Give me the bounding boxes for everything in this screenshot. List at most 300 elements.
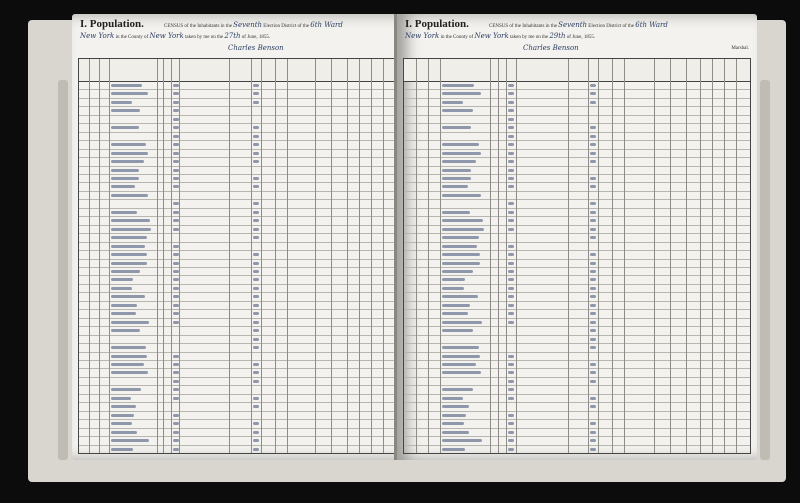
ledger-row-line — [404, 166, 750, 167]
handwritten-entry — [442, 152, 481, 155]
ledger-row-line — [79, 98, 417, 99]
handwritten-entry — [111, 211, 137, 214]
handwritten-entry — [442, 422, 464, 425]
handwritten-entry — [442, 245, 477, 248]
handwritten-entry — [442, 287, 464, 290]
handwritten-entry — [253, 202, 259, 205]
handwritten-entry — [111, 270, 140, 273]
handwritten-entry — [590, 448, 596, 451]
ledger-row-line — [79, 216, 417, 217]
handwritten-entry — [508, 126, 514, 129]
left-census-text: CENSUS of the Inhabitants in the Seventh Election District of the 6th Ward — [164, 21, 343, 29]
ledger-column-line — [624, 59, 625, 453]
handwritten-entry — [442, 278, 465, 281]
right-section-title: I. Population. — [405, 18, 469, 30]
ledger-row-line — [404, 149, 750, 150]
ledger-row-line — [79, 267, 417, 268]
handwritten-entry — [111, 236, 147, 239]
handwritten-entry — [508, 355, 514, 358]
handwritten-entry — [111, 304, 137, 307]
handwritten-entry — [442, 219, 483, 222]
handwritten-entry — [111, 329, 140, 332]
ledger-row-line — [79, 182, 417, 183]
handwritten-entry — [590, 278, 596, 281]
handwritten-entry — [590, 439, 596, 442]
ledger-row-line — [79, 402, 417, 403]
ledger-row-line — [79, 292, 417, 293]
handwritten-entry — [442, 346, 479, 349]
handwritten-entry — [442, 355, 480, 358]
handwritten-entry — [442, 126, 471, 129]
right-census-grid — [403, 58, 751, 454]
handwritten-entry — [253, 236, 259, 239]
handwritten-entry — [253, 92, 259, 95]
ledger-row-line — [404, 335, 750, 336]
handwritten-entry — [111, 355, 147, 358]
ledger-row-line — [404, 267, 750, 268]
handwritten-entry — [253, 380, 259, 383]
handwritten-entry — [111, 219, 150, 222]
ledger-row-line — [404, 360, 750, 361]
ledger-column-line — [157, 59, 158, 453]
handwritten-entry — [111, 185, 135, 188]
handwritten-entry — [111, 253, 147, 256]
handwritten-entry — [590, 363, 596, 366]
handwritten-entry — [508, 278, 514, 281]
ledger-row-line — [79, 149, 417, 150]
ledger-row-line — [404, 326, 750, 327]
right-census-rows — [404, 81, 750, 453]
ledger-row-line — [404, 216, 750, 217]
handwritten-entry — [508, 143, 514, 146]
handwritten-entry — [111, 194, 148, 197]
ledger-column-line — [490, 59, 491, 453]
handwritten-entry — [508, 448, 514, 451]
ledger-row-line — [79, 284, 417, 285]
handwritten-entry — [508, 160, 514, 163]
handwritten-entry — [590, 160, 596, 163]
ledger-row-line — [404, 352, 750, 353]
handwritten-entry — [508, 84, 514, 87]
handwritten-entry — [111, 312, 136, 315]
handwritten-entry — [253, 304, 259, 307]
handwritten-entry — [508, 439, 514, 442]
handwritten-entry — [508, 363, 514, 366]
ledger-row-line — [79, 368, 417, 369]
ledger-column-line — [383, 59, 384, 453]
ledger-column-line — [428, 59, 429, 453]
handwritten-entry — [253, 439, 259, 442]
ledger-row-line — [404, 157, 750, 158]
ledger-column-line — [179, 59, 180, 453]
ledger-row-line — [404, 250, 750, 251]
ledger-row-line — [79, 318, 417, 319]
handwritten-entry — [111, 388, 141, 391]
ledger-row-line — [404, 377, 750, 378]
handwritten-entry — [253, 160, 259, 163]
ledger-row-line — [79, 140, 417, 141]
handwritten-entry — [111, 84, 142, 87]
handwritten-entry — [253, 448, 259, 451]
left-district-hw: Seventh — [233, 21, 263, 29]
handwritten-entry — [111, 405, 136, 408]
handwritten-entry — [253, 101, 259, 104]
ledger-column-line — [588, 59, 589, 453]
handwritten-entry — [508, 185, 514, 188]
ledger-column-line — [568, 59, 569, 453]
ledger-row-line — [404, 301, 750, 302]
left-census-grid — [78, 58, 418, 454]
handwritten-entry — [590, 219, 596, 222]
handwritten-entry — [442, 101, 463, 104]
handwritten-entry — [442, 185, 468, 188]
handwritten-entry — [111, 169, 139, 172]
handwritten-entry — [111, 439, 149, 442]
handwritten-entry — [442, 329, 473, 332]
handwritten-entry — [111, 101, 132, 104]
handwritten-entry — [442, 270, 473, 273]
handwritten-entry — [253, 363, 259, 366]
ledger-row-line — [404, 182, 750, 183]
handwritten-entry — [111, 160, 144, 163]
ledger-row-line — [79, 352, 417, 353]
handwritten-entry — [111, 177, 139, 180]
ledger-column-line — [670, 59, 671, 453]
handwritten-entry — [508, 211, 514, 214]
left-page-header — [78, 18, 418, 58]
handwritten-entry — [253, 185, 259, 188]
ledger-row-line — [79, 250, 417, 251]
handwritten-entry — [442, 388, 473, 391]
handwritten-entry — [253, 371, 259, 374]
handwritten-entry — [442, 321, 482, 324]
handwritten-entry — [442, 160, 476, 163]
handwritten-entry — [253, 253, 259, 256]
handwritten-entry — [590, 346, 596, 349]
handwritten-entry — [111, 371, 148, 374]
handwritten-entry — [111, 126, 139, 129]
left-enumerator-hw: Charles Benson — [228, 44, 284, 52]
right-census-text: CENSUS of the Inhabitants in the Seventh Election District of the 6th Ward — [489, 21, 668, 29]
handwritten-entry — [111, 143, 146, 146]
ledger-row-line — [79, 326, 417, 327]
handwritten-entry — [442, 92, 481, 95]
ledger-row-line — [404, 284, 750, 285]
right-county-line: New York in the County of New York taken by me on the 29th of June, 1855. — [405, 32, 596, 40]
handwritten-entry — [590, 371, 596, 374]
ledger-row-line — [404, 233, 750, 234]
ledger-row-line — [404, 132, 750, 133]
ledger-column-line — [516, 59, 517, 453]
handwritten-entry — [442, 371, 481, 374]
ledger-row-line — [404, 411, 750, 412]
handwritten-entry — [253, 219, 259, 222]
left-ward-hw: 6th Ward — [310, 21, 343, 29]
ledger-column-line — [251, 59, 252, 453]
handwritten-entry — [508, 101, 514, 104]
handwritten-entry — [111, 431, 137, 434]
ledger-row-line — [404, 394, 750, 395]
handwritten-entry — [590, 135, 596, 138]
handwritten-entry — [590, 92, 596, 95]
handwritten-entry — [508, 270, 514, 273]
ledger-row-line — [404, 275, 750, 276]
handwritten-entry — [442, 405, 469, 408]
handwritten-entry — [111, 346, 146, 349]
ledger-row-line — [404, 402, 750, 403]
handwritten-entry — [442, 304, 470, 307]
ledger-row-line — [404, 242, 750, 243]
handwritten-entry — [253, 346, 259, 349]
handwritten-entry — [508, 371, 514, 374]
handwritten-entry — [111, 92, 148, 95]
right-district-hw: Seventh — [558, 21, 588, 29]
handwritten-entry — [508, 321, 514, 324]
left-census-rows — [79, 81, 417, 453]
handwritten-entry — [253, 312, 259, 315]
right-column-headers — [404, 59, 750, 82]
handwritten-entry — [442, 431, 469, 434]
handwritten-entry — [111, 278, 133, 281]
ledger-row-line — [79, 301, 417, 302]
handwritten-entry — [590, 143, 596, 146]
handwritten-entry — [508, 169, 514, 172]
ledger-row-line — [79, 191, 417, 192]
handwritten-entry — [508, 295, 514, 298]
handwritten-entry — [253, 405, 259, 408]
handwritten-entry — [253, 143, 259, 146]
left-date-hw: 27th — [224, 32, 241, 40]
ledger-row-line — [79, 343, 417, 344]
ledger-column-line — [331, 59, 332, 453]
handwritten-entry — [442, 363, 476, 366]
handwritten-entry — [508, 431, 514, 434]
handwritten-entry — [253, 84, 259, 87]
handwritten-entry — [442, 253, 480, 256]
handwritten-entry — [442, 194, 481, 197]
handwritten-entry — [508, 262, 514, 265]
ledger-row-line — [79, 132, 417, 133]
right-ward-hw: 6th Ward — [635, 21, 668, 29]
handwritten-entry — [111, 295, 145, 298]
ledger-column-line — [598, 59, 599, 453]
ledger-row-line — [79, 199, 417, 200]
ledger-row-line — [79, 174, 417, 175]
right-county-hw: New York — [474, 32, 509, 40]
handwritten-entry — [590, 262, 596, 265]
ledger-column-line — [440, 59, 441, 453]
handwritten-entry — [442, 414, 466, 417]
handwritten-entry — [111, 109, 140, 112]
ledger-row-line — [79, 419, 417, 420]
handwritten-entry — [253, 135, 259, 138]
handwritten-entry — [253, 211, 259, 214]
handwritten-entry — [111, 397, 131, 400]
ledger-row-line — [404, 140, 750, 141]
ledger-column-line — [654, 59, 655, 453]
ledger-row-line — [79, 242, 417, 243]
handwritten-entry — [253, 338, 259, 341]
ledger-column-line — [371, 59, 372, 453]
handwritten-entry — [590, 177, 596, 180]
right-city-hw: New York — [405, 32, 440, 40]
handwritten-entry — [253, 422, 259, 425]
handwritten-entry — [508, 388, 514, 391]
ledger-row-line — [404, 292, 750, 293]
handwritten-entry — [590, 397, 596, 400]
handwritten-entry — [111, 262, 147, 265]
ledger-row-line — [404, 106, 750, 107]
handwritten-entry — [590, 329, 596, 332]
ledger-row-line — [404, 208, 750, 209]
handwritten-entry — [111, 228, 151, 231]
ledger-row-line — [404, 428, 750, 429]
handwritten-entry — [508, 177, 514, 180]
ledger-row-line — [79, 436, 417, 437]
ledger-row-line — [404, 343, 750, 344]
left-county-line: New York in the County of New York taken by me on the 27th of June, 1855. — [80, 32, 271, 40]
handwritten-entry — [442, 143, 479, 146]
handwritten-entry — [590, 321, 596, 324]
handwritten-entry — [508, 312, 514, 315]
left-binding — [58, 80, 68, 460]
ledger-column-line — [89, 59, 90, 453]
handwritten-entry — [590, 202, 596, 205]
handwritten-entry — [508, 287, 514, 290]
ledger-row-line — [404, 419, 750, 420]
ledger-row-line — [404, 309, 750, 310]
right-enumerator-hw: Charles Benson — [523, 44, 579, 52]
handwritten-entry — [253, 262, 259, 265]
ledger-column-line — [700, 59, 701, 453]
ledger-column-line — [736, 59, 737, 453]
ledger-row-line — [79, 428, 417, 429]
ledger-column-line — [99, 59, 100, 453]
handwritten-entry — [590, 253, 596, 256]
ledger-column-line — [498, 59, 499, 453]
handwritten-entry — [253, 431, 259, 434]
handwritten-entry — [590, 312, 596, 315]
handwritten-entry — [253, 228, 259, 231]
handwritten-entry — [508, 253, 514, 256]
handwritten-entry — [590, 101, 596, 104]
right-binding — [760, 80, 770, 460]
ledger-column-line — [229, 59, 230, 453]
ledger-column-line — [163, 59, 164, 453]
left-page — [72, 14, 424, 460]
handwritten-entry — [508, 414, 514, 417]
handwritten-entry — [111, 363, 144, 366]
handwritten-entry — [508, 304, 514, 307]
handwritten-entry — [590, 422, 596, 425]
right-page-header — [403, 18, 751, 58]
handwritten-entry — [253, 126, 259, 129]
handwritten-entry — [508, 202, 514, 205]
handwritten-entry — [442, 228, 484, 231]
handwritten-entry — [253, 321, 259, 324]
ledger-row-line — [404, 115, 750, 116]
ledger-row-line — [79, 89, 417, 90]
handwritten-entry — [508, 245, 514, 248]
ledger-row-line — [79, 115, 417, 116]
handwritten-entry — [508, 397, 514, 400]
ledger-row-line — [404, 445, 750, 446]
ledger-column-line — [506, 59, 507, 453]
handwritten-entry — [508, 118, 514, 121]
ledger-row-line — [404, 123, 750, 124]
handwritten-entry — [508, 92, 514, 95]
handwritten-entry — [253, 177, 259, 180]
ledger-row-line — [404, 89, 750, 90]
ledger-column-line — [275, 59, 276, 453]
handwritten-entry — [253, 397, 259, 400]
ledger-row-line — [79, 106, 417, 107]
right-marshal-label: Marshal. — [731, 46, 749, 51]
handwritten-entry — [111, 245, 145, 248]
handwritten-entry — [590, 152, 596, 155]
handwritten-entry — [253, 270, 259, 273]
ledger-column-line — [724, 59, 725, 453]
ledger-row-line — [404, 199, 750, 200]
handwritten-entry — [590, 84, 596, 87]
handwritten-entry — [508, 109, 514, 112]
handwritten-entry — [508, 219, 514, 222]
handwritten-entry — [590, 270, 596, 273]
ledger-column-line — [315, 59, 316, 453]
handwritten-entry — [111, 422, 132, 425]
right-date-hw: 29th — [549, 32, 566, 40]
ledger-row-line — [79, 360, 417, 361]
handwritten-entry — [442, 397, 463, 400]
ledger-column-line — [612, 59, 613, 453]
handwritten-entry — [508, 380, 514, 383]
ledger-column-line — [347, 59, 348, 453]
handwritten-entry — [442, 177, 471, 180]
handwritten-entry — [590, 236, 596, 239]
handwritten-entry — [508, 152, 514, 155]
handwritten-entry — [253, 295, 259, 298]
ledger-row-line — [404, 174, 750, 175]
handwritten-entry — [111, 448, 133, 451]
handwritten-entry — [590, 405, 596, 408]
handwritten-entry — [590, 185, 596, 188]
handwritten-entry — [590, 287, 596, 290]
handwritten-entry — [442, 295, 478, 298]
handwritten-entry — [590, 338, 596, 341]
handwritten-entry — [508, 135, 514, 138]
ledger-row-line — [79, 166, 417, 167]
ledger-row-line — [404, 385, 750, 386]
handwritten-entry — [442, 211, 470, 214]
handwritten-entry — [590, 304, 596, 307]
handwritten-entry — [253, 152, 259, 155]
ledger-row-line — [404, 225, 750, 226]
handwritten-entry — [508, 422, 514, 425]
ledger-row-line — [404, 259, 750, 260]
ledger-row-line — [79, 411, 417, 412]
ledger-column-line — [287, 59, 288, 453]
ledger-row-line — [79, 394, 417, 395]
ledger-row-line — [79, 208, 417, 209]
ledger-row-line — [79, 157, 417, 158]
ledger-row-line — [404, 318, 750, 319]
ledger-row-line — [79, 309, 417, 310]
ledger-column-line — [416, 59, 417, 453]
ledger-row-line — [79, 335, 417, 336]
handwritten-entry — [590, 211, 596, 214]
handwritten-entry — [253, 329, 259, 332]
ledger-row-line — [404, 368, 750, 369]
